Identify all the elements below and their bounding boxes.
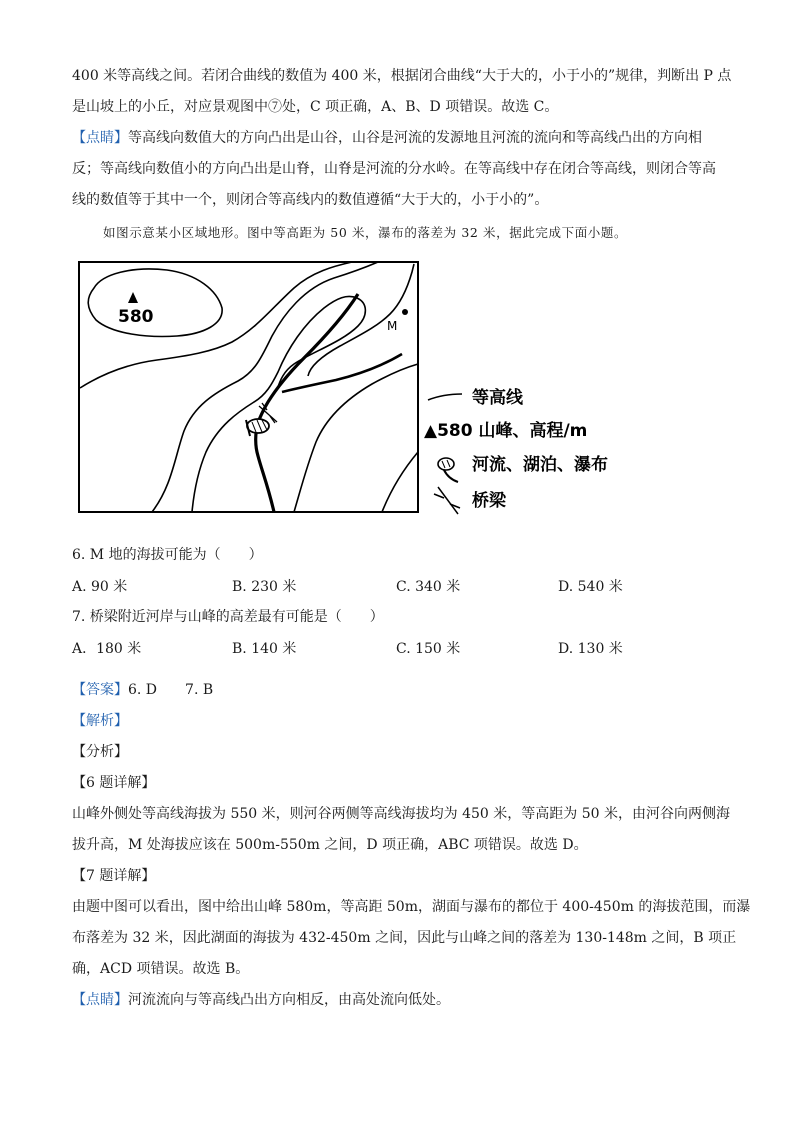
q7-detail-tag: 【7 题详解】 bbox=[72, 868, 156, 884]
q7-detail-line-1: 由题中图可以看出，图中给出山峰 580m，等高距 50m，湖面与瀑布的都位于 400-450m 的海拔范围，而瀑 bbox=[72, 899, 751, 915]
q6-option-d: D. 540 米 bbox=[558, 579, 623, 595]
q7-option-a: A．180 米 bbox=[72, 641, 142, 657]
topographic-map bbox=[72, 256, 632, 518]
q6-stem: 6. M 地的海拔可能为（ ） bbox=[72, 547, 263, 563]
question-intro: 如图示意某小区域地形。图中等高距为 50 米，瀑布的落差为 32 米，据此完成下面小题。 bbox=[103, 225, 628, 240]
intro-line-3 bbox=[72, 128, 702, 148]
q6-detail-tag: 【6 题详解】 bbox=[72, 775, 156, 791]
dianjing-tag: 【点睛】 bbox=[72, 130, 128, 146]
legend-water-label: 河流、湖泊、瀑布 bbox=[472, 455, 608, 475]
q6-option-a: A. 90 米 bbox=[72, 579, 128, 595]
final-tip-tag: 【点睛】 bbox=[72, 992, 128, 1008]
river-main bbox=[256, 294, 358, 512]
legend-water-icon bbox=[438, 458, 458, 482]
q6-option-c: C. 340 米 bbox=[396, 579, 461, 595]
q6-detail-line-2: 拔升高，M 处海拔应该在 500m-550m 之间，D 项正确，ABC 项错误。故选 D。 bbox=[72, 837, 588, 853]
legend bbox=[424, 387, 608, 514]
legend-contour-icon bbox=[428, 394, 462, 400]
q6-option-b: B. 230 米 bbox=[232, 579, 297, 595]
q6-detail-line-1: 山峰外侧处等高线海拔为 550 米，则河谷两侧等高线海拔均为 450 米，等高距为 50 米，由河谷向两侧海 bbox=[72, 806, 730, 822]
q7-stem: 7. 桥梁附近河岸与山峰的高差最有可能是（ ） bbox=[72, 609, 384, 625]
contour-line-4 bbox=[308, 264, 414, 376]
fenxi-tag: 【分析】 bbox=[72, 744, 128, 760]
dianjing-text: 等高线向数值大的方向凸出是山谷，山谷是河流的发源地且河流的流向和等高线凸出的方向相 bbox=[128, 130, 702, 146]
final-tip-text: 河流流向与等高线凸出方向相反，由高处流向低处。 bbox=[128, 992, 450, 1008]
legend-bridge-icon bbox=[434, 487, 460, 514]
answer-tag: 【答案】 bbox=[72, 682, 128, 698]
peak-marker-icon bbox=[128, 292, 138, 303]
lake bbox=[247, 419, 269, 433]
q7-option-c: C. 150 米 bbox=[396, 641, 461, 657]
answer-line bbox=[72, 680, 213, 700]
answer-text: 6. D 7. B bbox=[128, 682, 214, 698]
q7-detail-line-2: 布落差为 32 米，因此湖面的海拔为 432-450m 之间，因此与山峰之间的落差为 130-148m 之间，B 项正 bbox=[72, 930, 737, 946]
legend-bridge-label: 桥梁 bbox=[472, 491, 506, 511]
point-m-label: M bbox=[387, 319, 398, 333]
q7-option-d: D. 130 米 bbox=[558, 641, 623, 657]
peak-label: 580 bbox=[118, 307, 154, 327]
contour-peak bbox=[88, 269, 222, 337]
intro-line-4: 反；等高线向数值小的方向凸出是山脊，山脊是河流的分水岭。在等高线中存在闭合等高线，则闭合等高 bbox=[72, 161, 716, 177]
intro-line-5: 线的数值等于其中一个，则闭合等高线内的数值遵循“大于大的，小于小的”。 bbox=[72, 192, 549, 208]
point-m-dot bbox=[402, 309, 408, 315]
intro-line-1: 400 米等高线之间。若闭合曲线的数值为 400 米，根据闭合曲线“大于大的，小于小的”规律，判断出 P 点 bbox=[72, 68, 732, 84]
q7-detail-line-3: 确，ACD 项错误。故选 B。 bbox=[72, 961, 250, 977]
analysis-tag: 【解析】 bbox=[72, 713, 128, 729]
intro-line-2: 是山坡上的小丘，对应景观图中⑦处，C 项正确，A、B、D 项错误。故选 C。 bbox=[72, 99, 559, 115]
contour-line-3 bbox=[192, 296, 365, 512]
legend-peak-label: ▲580 山峰、高程/m bbox=[424, 421, 588, 441]
legend-contour-label: 等高线 bbox=[472, 388, 523, 408]
final-tip bbox=[72, 990, 450, 1010]
contour-line-6 bbox=[382, 452, 418, 512]
q7-option-b: B. 140 米 bbox=[232, 641, 297, 657]
